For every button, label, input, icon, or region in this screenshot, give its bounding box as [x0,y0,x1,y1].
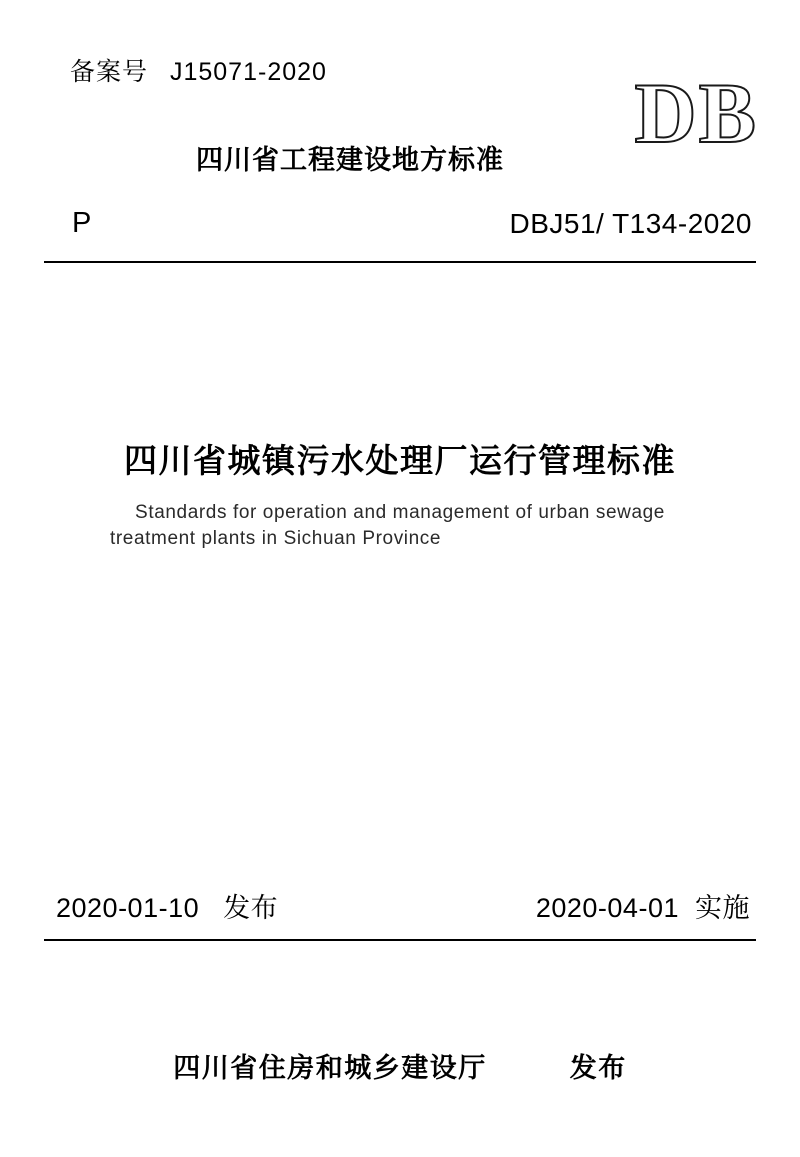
page-title-english-line2: treatment plants in Sichuan Province [110,528,442,549]
db-logo: DB [634,65,758,161]
issue-date-label: 发布 [223,893,279,923]
top-divider [44,261,756,263]
page-title-english-line1: Standards for operation and management of urban sewage [135,502,665,523]
effective-date-label: 实施 [695,893,750,923]
publisher-row [0,1046,800,1085]
filing-number-row [70,52,327,88]
classification-mark: P [72,207,93,239]
filing-number-label: 备案号 [70,58,149,86]
bottom-divider [44,939,756,941]
effective-date-row [536,886,750,925]
issue-date-value: 2020-01-10 [56,893,200,923]
publisher-issue-label: 发布 [569,1053,627,1083]
page-title-english [100,500,700,552]
standard-code: DBJ51/ T134-2020 [509,208,752,239]
effective-date-value: 2020-04-01 [535,893,679,923]
publisher-name: 四川省住房和城乡建设厅 [173,1053,487,1083]
page-title: 四川省城镇污水处理厂运行管理标准 [124,442,676,479]
filing-number-value: J15071-2020 [169,58,327,86]
standard-kind-heading: 四川省工程建设地方标准 [196,145,504,175]
issue-date-row [56,886,278,925]
